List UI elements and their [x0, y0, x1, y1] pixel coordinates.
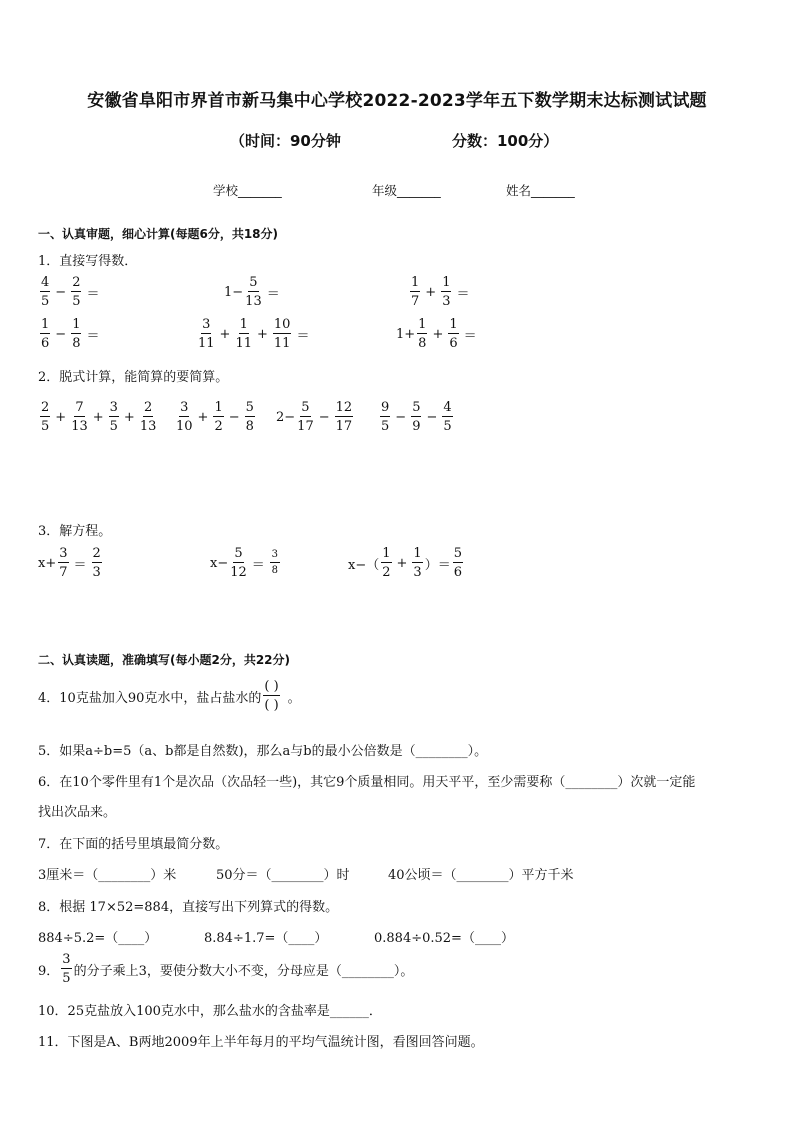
q7-b: 50分＝（________）时	[216, 868, 350, 883]
page-title: 安徽省阜阳市界首市新马集中心学校2022-2023学年五下数学期末达标测试试题	[87, 91, 707, 111]
grade-field: 年级_______	[372, 183, 441, 198]
section2-heading: 二、认真读题，准确填写(每小题2分，共22分)	[38, 653, 291, 667]
q2-expr-1: $\frac{2}{5}$ + $\frac{7}{13}$ + $\frac{3}{5}$ + $\frac{2}{13}$	[41, 400, 157, 434]
q2-label: 2．脱式计算，能简算的要简算。	[38, 370, 229, 385]
q8-c: 0.884÷0.52=（____）	[374, 931, 514, 946]
q3-expr-1: x+ $\frac{3}{7}$ ＝ $\frac{2}{3}$	[38, 546, 101, 580]
q10: 10．25克盐放入100克水中，那么盐水的含盐率是______．	[38, 1004, 382, 1019]
section1-heading: 一、认真审题，细心计算(每题6分，共18分)	[38, 227, 279, 241]
q1-label: 1．直接写得数．	[38, 254, 138, 269]
q7-a: 3厘米＝（________）米	[38, 868, 177, 883]
q8-label: 8．根据 17×52=884，直接写出下列算式的得数。	[38, 900, 339, 915]
q6-line1: 6．在10个零件里有1个是次品（次品轻一些)，其它9个质量相同。用天平平，至少需要称（________）次就一定能	[38, 775, 696, 790]
q8-a: 884÷5.2=（____）	[38, 931, 158, 946]
score-label: 分数：100分）	[452, 132, 559, 150]
q5: 5．如果a÷b=5（a、b都是自然数)，那么a与b的最小公倍数是（________）。	[38, 744, 488, 759]
q3-expr-2: x− $\frac{5}{12}$ ＝ $\frac{3}{8}$	[210, 546, 278, 580]
time-label: （时间：90分钟	[230, 132, 341, 150]
q11: 11．下图是A、B两地2009年上半年每月的平均气温统计图，看图回答问题。	[38, 1035, 484, 1050]
q4: 4．10克盐加入90克水中，盐占盐水的 $\frac{( )}{( )}$ 。	[38, 679, 301, 713]
q2-expr-4: $\frac{9}{5}$ − $\frac{5}{9}$ − $\frac{4}{5}$	[381, 400, 452, 434]
q2-expr-2: $\frac{3}{10}$ + $\frac{1}{2}$ − $\frac{5}{8}$	[176, 400, 254, 434]
q1-expr-2: 1− $\frac{5}{13}$ ＝	[224, 275, 280, 309]
q7-label: 7．在下面的括号里填最简分数。	[38, 837, 229, 852]
q1-expr-6: 1+ $\frac{1}{8}$ + $\frac{1}{6}$ ＝	[396, 317, 477, 351]
q3-expr-3: x−（ $\frac{1}{2}$ + $\frac{1}{3}$ ）＝ $\frac{5}{6}$	[348, 546, 462, 580]
q9: 9． $\frac{3}{5}$ 的分子乘上3，要使分数大小不变，分母应是（________）。	[38, 952, 414, 986]
school-field: 学校_______	[213, 183, 282, 198]
q6-line2: 找出次品来。	[38, 805, 117, 820]
q1-expr-4: $\frac{1}{6}$ − $\frac{1}{8}$ ＝	[41, 317, 100, 351]
q7-c: 40公顷＝（________）平方千米	[388, 868, 574, 883]
name-field: 姓名_______	[506, 183, 575, 198]
q1-expr-3: $\frac{1}{7}$ + $\frac{1}{3}$ ＝	[411, 275, 470, 309]
q1-expr-1: $\frac{4}{5}$ − $\frac{2}{5}$ ＝	[41, 275, 100, 309]
q2-expr-3: 2− $\frac{5}{17}$ − $\frac{12}{17}$	[276, 400, 353, 434]
q8-b: 8.84÷1.7=（____）	[204, 931, 328, 946]
q1-expr-5: $\frac{3}{11}$ + $\frac{1}{11}$ + $\frac{10}{11}$ ＝	[198, 317, 310, 351]
q3-label: 3．解方程。	[38, 524, 112, 539]
